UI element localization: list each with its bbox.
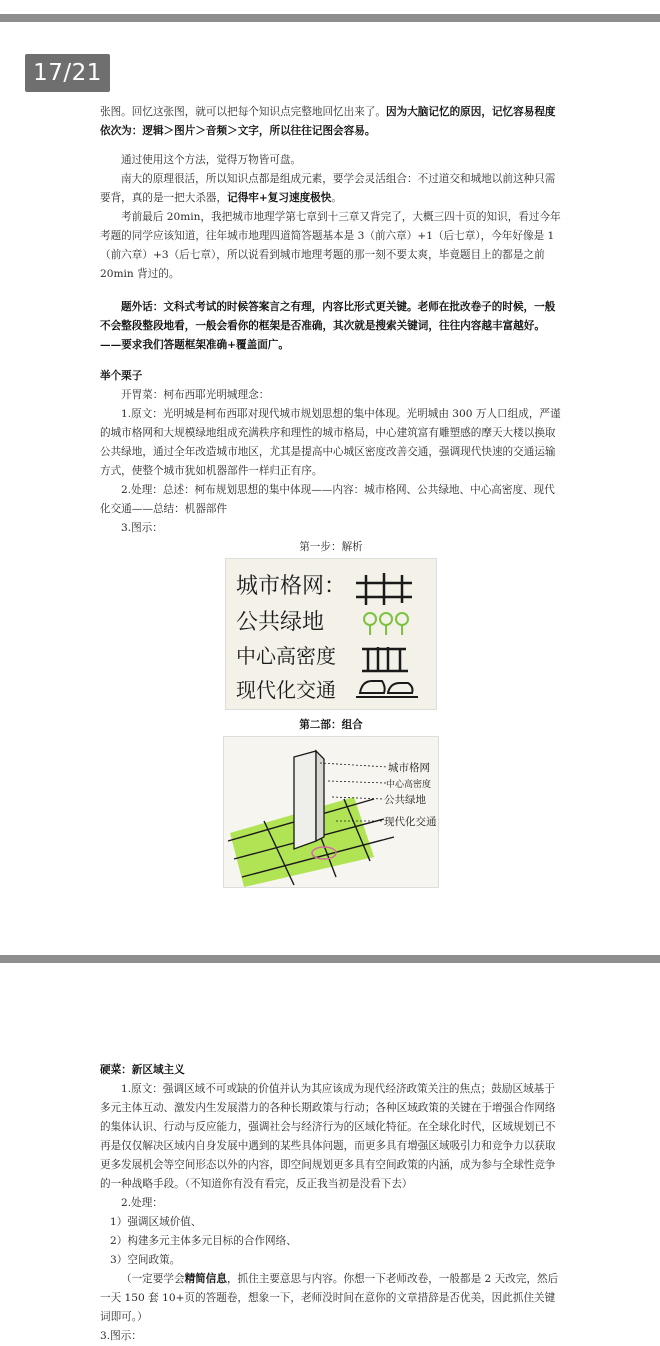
region-diagram-label: 3.图示： bbox=[100, 1330, 142, 1342]
skyscraper-sketch bbox=[294, 751, 324, 849]
paragraph-method: 通过使用这个方法，觉得万物皆可盘。 bbox=[121, 154, 302, 166]
sketch-label-green: 公共绿地 bbox=[236, 610, 325, 635]
principle-text: 南大的原理很活，所以知识点都是组成元素，要学会灵活组合：不过道交和城地以前这种只需要背，真的是一把大杀器， bbox=[100, 173, 556, 204]
appetizer-line: 开胃菜：柯布西耶光明城理念： bbox=[121, 389, 270, 401]
principle-text-end: 。 bbox=[331, 192, 342, 204]
region-point-3: 3）空间政策。 bbox=[110, 1254, 181, 1266]
main-course-heading: 硬菜：新区域主义 bbox=[100, 1064, 185, 1076]
memory-text: 张图。回忆这张图，就可以把每个知识点完整地回忆出来了。 bbox=[100, 106, 387, 118]
region-point-1: 1）强调区域价值、 bbox=[110, 1216, 202, 1228]
note-text: （一定要学会 bbox=[121, 1273, 185, 1285]
region-note bbox=[100, 1270, 562, 1327]
paragraph-memory-order bbox=[100, 103, 562, 141]
note-text-bold: 精简信息 bbox=[184, 1273, 227, 1285]
document-page-1 bbox=[100, 103, 562, 888]
page-separator-middle bbox=[0, 955, 660, 963]
principle-text-bold: 记得牢+复习速度极快 bbox=[227, 192, 332, 204]
region-processing: 2.处理： bbox=[121, 1197, 163, 1209]
paragraph-principle bbox=[100, 170, 562, 208]
combo-label-green: 公共绿地 bbox=[384, 794, 426, 806]
sketch-label-grid: 城市格网： bbox=[236, 574, 347, 599]
paragraph-exam-review: 考前最后 20min，我把城市地理学第七章到十三章又背完了，大概三四十页的知识，看过今年考题的同学应该知道，往年城市地理四道简答题基本是 3（前六章）+1（后七章），今年好像是 1（前六章）+3（后七章），所以说看到城市地理考题的那一刻不要太爽，毕竟题目上的都是之前 20min 背过的。 bbox=[100, 211, 561, 280]
sketch-label-traffic: 现代化交通 bbox=[236, 678, 336, 702]
memory-text-bold: 因为大脑记忆的原因，记忆容易程度依次为：逻辑＞图片＞音频＞文字，所以往往记图会容易。 bbox=[100, 106, 556, 137]
item-processing: 2.处理：总述：柯布规划思想的集中体现——内容：城市格网、公共绿地、中心高密度、现代化交通——总结：机器部件 bbox=[100, 484, 555, 515]
note-text-end: ，抓住主要意思与内容。你想一下老师改卷，一般都是 2 天改完，然后一天 150 套 10+页的答题卷，想象一下，老师没时间在意你的文章措辞是否优美，因此抓住关键词即可。） bbox=[100, 1273, 559, 1323]
item-diagram-label: 3.图示： bbox=[121, 522, 163, 534]
combo-label-density: 中心高密度 bbox=[386, 780, 432, 790]
document-page-2 bbox=[100, 1061, 562, 1346]
sketch-analysis-figure bbox=[225, 558, 437, 710]
page-separator-top bbox=[0, 14, 660, 22]
item-original-text: 1.原文：光明城是柯布西耶对现代城市规划思想的集中体现。光明城由 300 万人口组成，严谨的城市格网和大规模绿地组成充满秩序和理性的城市格局，中心建筑富有雕塑感的摩天大楼以换取公共绿地，通过全年改造城市地区，尤其是提高中心城区密度改善交通，强调现代快速的交通运输方式，使整个城市犹如机器部件一样归正有序。 bbox=[100, 408, 561, 477]
sketch-label-density: 中心高密度 bbox=[236, 644, 336, 668]
region-point-2: 2）构建多元主体多元目标的合作网络、 bbox=[110, 1235, 297, 1247]
example-heading: 举个栗子 bbox=[100, 370, 143, 382]
sketch-combination-figure bbox=[223, 736, 439, 888]
step2-caption: 第二部：组合 bbox=[299, 719, 363, 731]
step1-caption: 第一步：解析 bbox=[299, 541, 363, 553]
region-original-text: 1.原文：强调区域不可或缺的价值并认为其应该成为现代经济政策关注的焦点；鼓励区域基于多元主体互动、激发内生发展潜力的各种长期政策与行动；各种区域政策的关键在于增强合作网络的集体认识、行动与反应能力，强调社会与经济行为的区域化特征。在全球化时代，区域规划已不再是仅仅解决区域内自身发展中遇到的某些具体问题，而更多具有增强区域吸引力和竞争力以获取更多发展机会等空间形态以外的内容，即空间规划更多具有空间政策的内涵，成为参与全球性竞争的一种战略手段。（不知道你有没有看完，反正我当初是没看下去） bbox=[100, 1083, 556, 1190]
combo-label-traffic: 现代化交通 bbox=[384, 816, 437, 828]
combo-label-grid: 城市格网 bbox=[388, 762, 430, 774]
paragraph-aside: 题外话：文科式考试的时候答案言之有理，内容比形式更关键。老师在批改卷子的时候，一般不会整段整段地看，一般会看你的框架是否准确，其次就是搜索关键词，往往内容越丰富越好。——要求我们答题框架准确+覆盖面广。 bbox=[100, 301, 556, 351]
page-indicator-badge: 17/21 bbox=[25, 54, 110, 92]
